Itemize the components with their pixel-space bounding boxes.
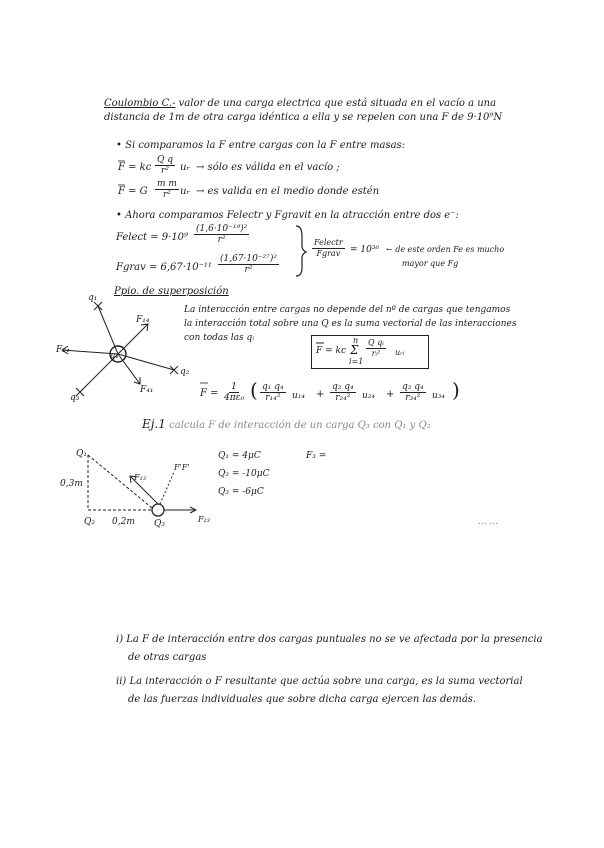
- label-q1: q₁: [88, 293, 98, 303]
- superposition-line1: La interacción entre cargas no depende del nº de cargas que tengamos: [184, 305, 511, 315]
- t3-num: q₃ q₄: [402, 382, 424, 392]
- ratio-note1: ← de este orden Fe es mucho: [386, 245, 505, 254]
- box-num: Q qᵢ: [368, 338, 384, 347]
- ex-result: F₃ =: [306, 451, 327, 461]
- sum-term2: [330, 382, 356, 403]
- sum-pref-num: 1: [231, 382, 237, 392]
- ratio-num: Felectr: [314, 238, 343, 247]
- faint-right-text: ... ...: [478, 517, 499, 527]
- eq2-num: m m: [157, 179, 177, 189]
- eq2-vec: uᵣ: [180, 186, 190, 197]
- t2-num: q₂ q₄: [332, 382, 354, 392]
- conclusion-1b: de otras cargas: [128, 652, 207, 663]
- ex-label-q2: Q₂: [84, 517, 95, 527]
- eq1-num: Q q: [157, 155, 174, 165]
- sum-pref-den: 4πε₀: [224, 393, 245, 403]
- ex-label-f13: F₁₃: [134, 473, 146, 482]
- evg-text: Ahora comparamos Felectr y Fgravit en la atracción entre dos e⁻:: [125, 210, 459, 221]
- x-q2: [170, 366, 178, 374]
- ratio-result: = 10³⁶: [350, 245, 380, 255]
- fgrav-den: r²: [244, 265, 253, 275]
- ex-label-q3: Q₃: [154, 519, 165, 529]
- eq2-lhs: F = G: [118, 186, 148, 197]
- sum-close-paren: ): [452, 378, 460, 402]
- box-vec: uᵣᵢ: [395, 348, 405, 357]
- ex-label-f23: F₂₃: [198, 515, 210, 524]
- eq1-lhs: F = kc: [118, 162, 152, 173]
- label-q2: q₂: [180, 367, 190, 377]
- conclusion-2b: de las fuerzas individuales que sobre dicha carga ejercen las demás.: [128, 694, 477, 705]
- ex-label-fy: F'F': [174, 463, 190, 472]
- line-f14: [118, 324, 148, 354]
- box-den: rᵢ²: [371, 349, 381, 358]
- coulomb-heading-text: Coulombio C.-: [104, 98, 176, 109]
- plus-1: +: [316, 389, 325, 400]
- t3-den: r₃₄²: [405, 393, 421, 403]
- conclusion-2a: ii) La interacción o F resultante que actúa sobre una carga, es la suma vectorial: [116, 676, 523, 687]
- t3-vec: u₃₄: [432, 391, 446, 401]
- exercise-row: [142, 418, 431, 432]
- eq1-note: → sólo es válida en el vacío ;: [196, 162, 340, 173]
- ex-fy-line: [160, 472, 174, 504]
- label-f41: F₄₁: [140, 385, 154, 395]
- box-sum: Σ: [350, 343, 359, 357]
- ex-val1: Q₁ = 4μC: [218, 451, 261, 461]
- ratio-note2: mayor que Fg: [402, 259, 459, 268]
- eq2-note: → es valida en el medio donde estén: [196, 186, 380, 197]
- ratio-den: Fgrav: [316, 249, 341, 258]
- t1-vec: u₁₄: [292, 391, 306, 401]
- compare-text: Si comparamos la F entre cargas con la F entre masas:: [125, 140, 406, 151]
- box-sum-bottom: i=1: [349, 357, 364, 366]
- sum-prefactor: [222, 382, 246, 403]
- label-f14: F₁₄: [136, 315, 150, 325]
- exercise-title: Ej.1: [142, 417, 166, 431]
- fgrav-lhs: Fgrav = 6,67·10⁻¹¹: [116, 262, 212, 273]
- label-q4: q₄: [110, 351, 119, 360]
- ex-label-side-h: 0,2m: [112, 517, 135, 527]
- felec-lhs: Felect = 9·10⁹: [116, 232, 189, 243]
- sum-term3: [400, 382, 426, 403]
- coulomb-line1: valor de una carga electrica que está situada en el vacío a una: [178, 98, 497, 109]
- ex-label-side-v: 0,3m: [60, 479, 83, 489]
- coulomb-line2: distancia de 1m de otra carga idéntica a ella y se repelen con una F de 9·10⁹N: [104, 112, 503, 123]
- sum-open-paren: (: [250, 378, 258, 402]
- sum-lhs: F =: [200, 388, 219, 399]
- superposition-line2: la interacción total sobre una Q es la suma vectorial de las interacciones: [184, 319, 517, 329]
- compare-bullet: •: [116, 140, 122, 151]
- sum-term1: [260, 382, 286, 403]
- t2-vec: u₂₄: [362, 391, 376, 401]
- ex-q3-circle: [152, 504, 164, 516]
- ex-val3: Q₃ = -6μC: [218, 487, 264, 497]
- evg-bullet: •: [116, 210, 122, 221]
- superposition-line3: con todas las qᵢ: [184, 333, 255, 343]
- conclusion-1a: i) La F de interacción entre dos cargas puntuales no se ve afectada por la presencia: [116, 634, 543, 645]
- t2-den: r₂₄²: [335, 393, 351, 403]
- ex-label-q1: Q₁: [76, 449, 87, 459]
- fgrav-num: (1,67·10⁻²⁷)²: [220, 254, 277, 264]
- plus-2: +: [386, 389, 395, 400]
- superposition-heading: Ppio. de superposición: [114, 286, 229, 297]
- label-f24: F₂₄: [56, 345, 70, 355]
- ex-val2: Q₂ = -10μC: [218, 469, 270, 479]
- eq1-den: r²: [161, 166, 169, 176]
- eq2-den: r²: [163, 190, 171, 200]
- t1-num: q₁ q₄: [262, 382, 284, 392]
- box-lhs: F = kc: [316, 346, 347, 356]
- felec-den: r²: [217, 235, 226, 245]
- line-q2: [118, 354, 174, 370]
- label-q3: q₃: [70, 393, 80, 403]
- brace: [296, 226, 306, 276]
- felec-num: (1,6·10⁻¹⁹)²: [196, 224, 248, 234]
- box-sum-top: n: [353, 336, 359, 345]
- exercise-text: calcula F de interacción de un carga Q₃ con Q₁ y Q₂: [169, 420, 431, 431]
- line-f41: [118, 354, 140, 384]
- t1-den: r₁₄²: [265, 393, 281, 403]
- eq1-vec: uᵣ: [180, 162, 190, 173]
